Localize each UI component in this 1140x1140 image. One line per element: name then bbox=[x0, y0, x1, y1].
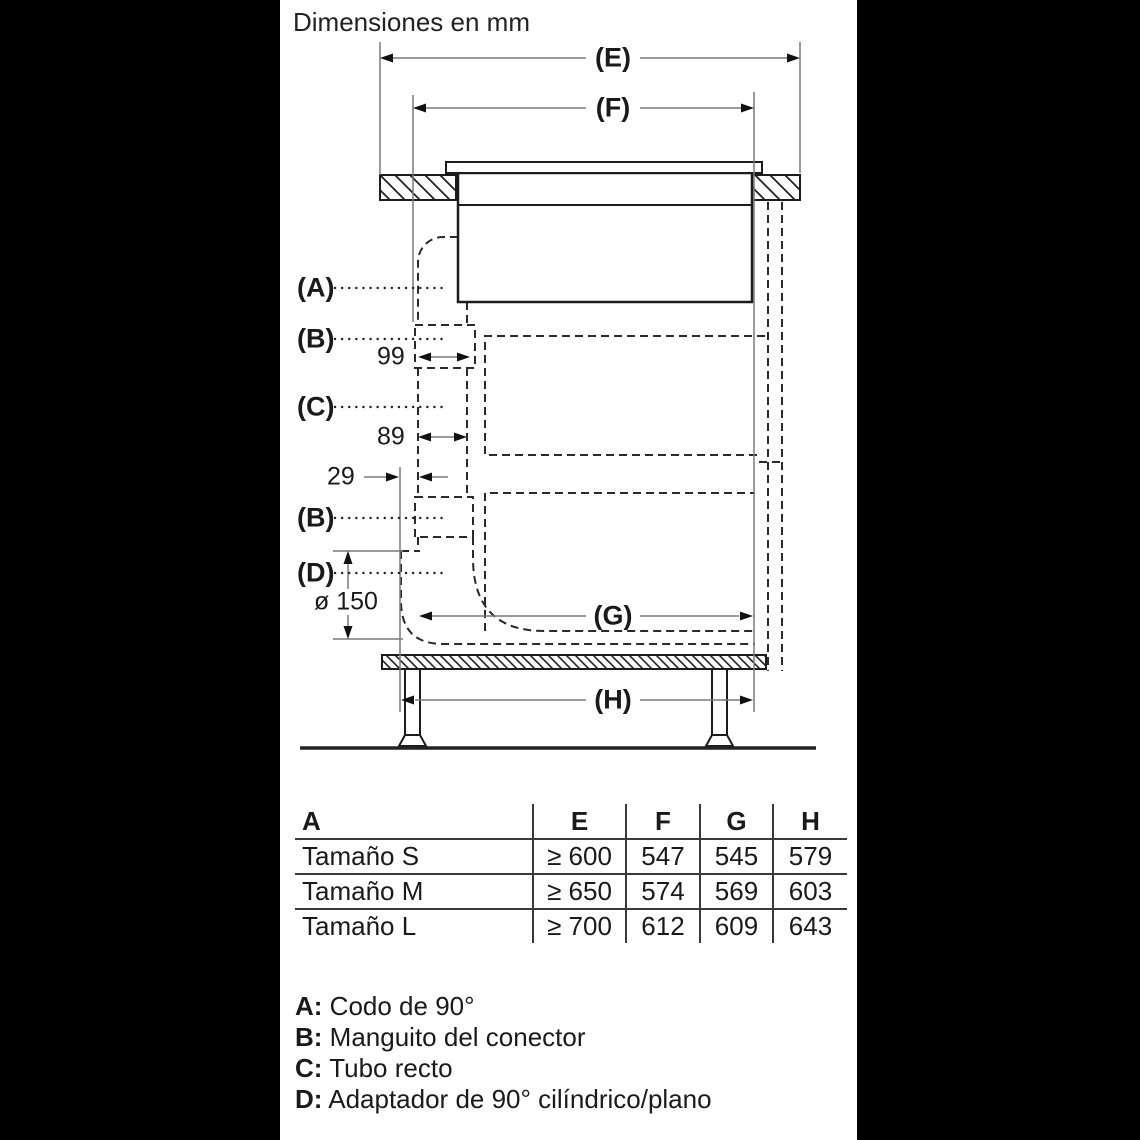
dim-label-h: (H) bbox=[594, 684, 632, 715]
measure-89: 89 bbox=[377, 422, 405, 451]
cell-value: 579 bbox=[773, 839, 847, 874]
legend bbox=[295, 991, 712, 1115]
part-label-c: (C) bbox=[297, 391, 335, 422]
extent-lines bbox=[333, 42, 800, 712]
part-label-b2: (B) bbox=[297, 502, 335, 533]
cell-value: 569 bbox=[700, 874, 773, 909]
dimension-diagram bbox=[280, 0, 857, 775]
cell-value: 545 bbox=[700, 839, 773, 874]
cell-value: ≥ 650 bbox=[533, 874, 626, 909]
cabinet-base bbox=[300, 655, 816, 748]
diagram-canvas bbox=[280, 0, 857, 1140]
col-header-h: H bbox=[773, 804, 847, 839]
legend-item-a bbox=[295, 991, 712, 1022]
legend-text: Adaptador de 90° cilíndrico/plano bbox=[328, 1084, 712, 1114]
cell-value: 643 bbox=[773, 909, 847, 943]
hob-body bbox=[446, 162, 762, 302]
legend-item-b bbox=[295, 1022, 712, 1053]
legend-text: Tubo recto bbox=[329, 1053, 453, 1083]
legend-key: B: bbox=[295, 1022, 323, 1052]
legend-key: A: bbox=[295, 991, 323, 1021]
row-label: Tamaño S bbox=[295, 839, 533, 874]
measure-29: 29 bbox=[327, 462, 355, 491]
legend-text: Codo de 90° bbox=[329, 991, 475, 1021]
dim-label-f: (F) bbox=[595, 92, 631, 123]
cell-value: 603 bbox=[773, 874, 847, 909]
col-header-e: E bbox=[533, 804, 626, 839]
part-label-b1: (B) bbox=[297, 323, 335, 354]
cell-value: 574 bbox=[626, 874, 700, 909]
legend-item-c bbox=[295, 1053, 712, 1084]
dimension-lines bbox=[348, 58, 797, 700]
measure-diameter-150: ø 150 bbox=[314, 587, 378, 616]
table-row bbox=[295, 839, 847, 874]
table-row bbox=[295, 874, 847, 909]
table-header-row bbox=[295, 804, 847, 839]
legend-text: Manguito del conector bbox=[329, 1022, 586, 1052]
col-header-g: G bbox=[700, 804, 773, 839]
legend-item-d bbox=[295, 1084, 712, 1115]
arrowheads bbox=[344, 54, 801, 705]
legend-key: C: bbox=[295, 1053, 323, 1083]
table-row bbox=[295, 909, 847, 943]
cell-value: ≥ 600 bbox=[533, 839, 626, 874]
part-label-d: (D) bbox=[297, 557, 335, 588]
col-header-a: A bbox=[295, 804, 533, 839]
row-label: Tamaño M bbox=[295, 874, 533, 909]
cell-value: 609 bbox=[700, 909, 773, 943]
dim-label-g: (G) bbox=[593, 600, 633, 631]
part-label-a: (A) bbox=[297, 272, 335, 303]
dim-label-e: (E) bbox=[595, 42, 631, 73]
legend-key: D: bbox=[295, 1084, 323, 1114]
row-label: Tamaño L bbox=[302, 911, 417, 941]
col-header-f: F bbox=[626, 804, 700, 839]
page-title: Dimensiones en mm bbox=[293, 7, 530, 37]
cell-value: 612 bbox=[626, 909, 700, 943]
size-table bbox=[295, 804, 847, 943]
cell-value: ≥ 700 bbox=[533, 909, 626, 943]
cell-value: 547 bbox=[626, 839, 700, 874]
measure-99: 99 bbox=[377, 342, 405, 371]
